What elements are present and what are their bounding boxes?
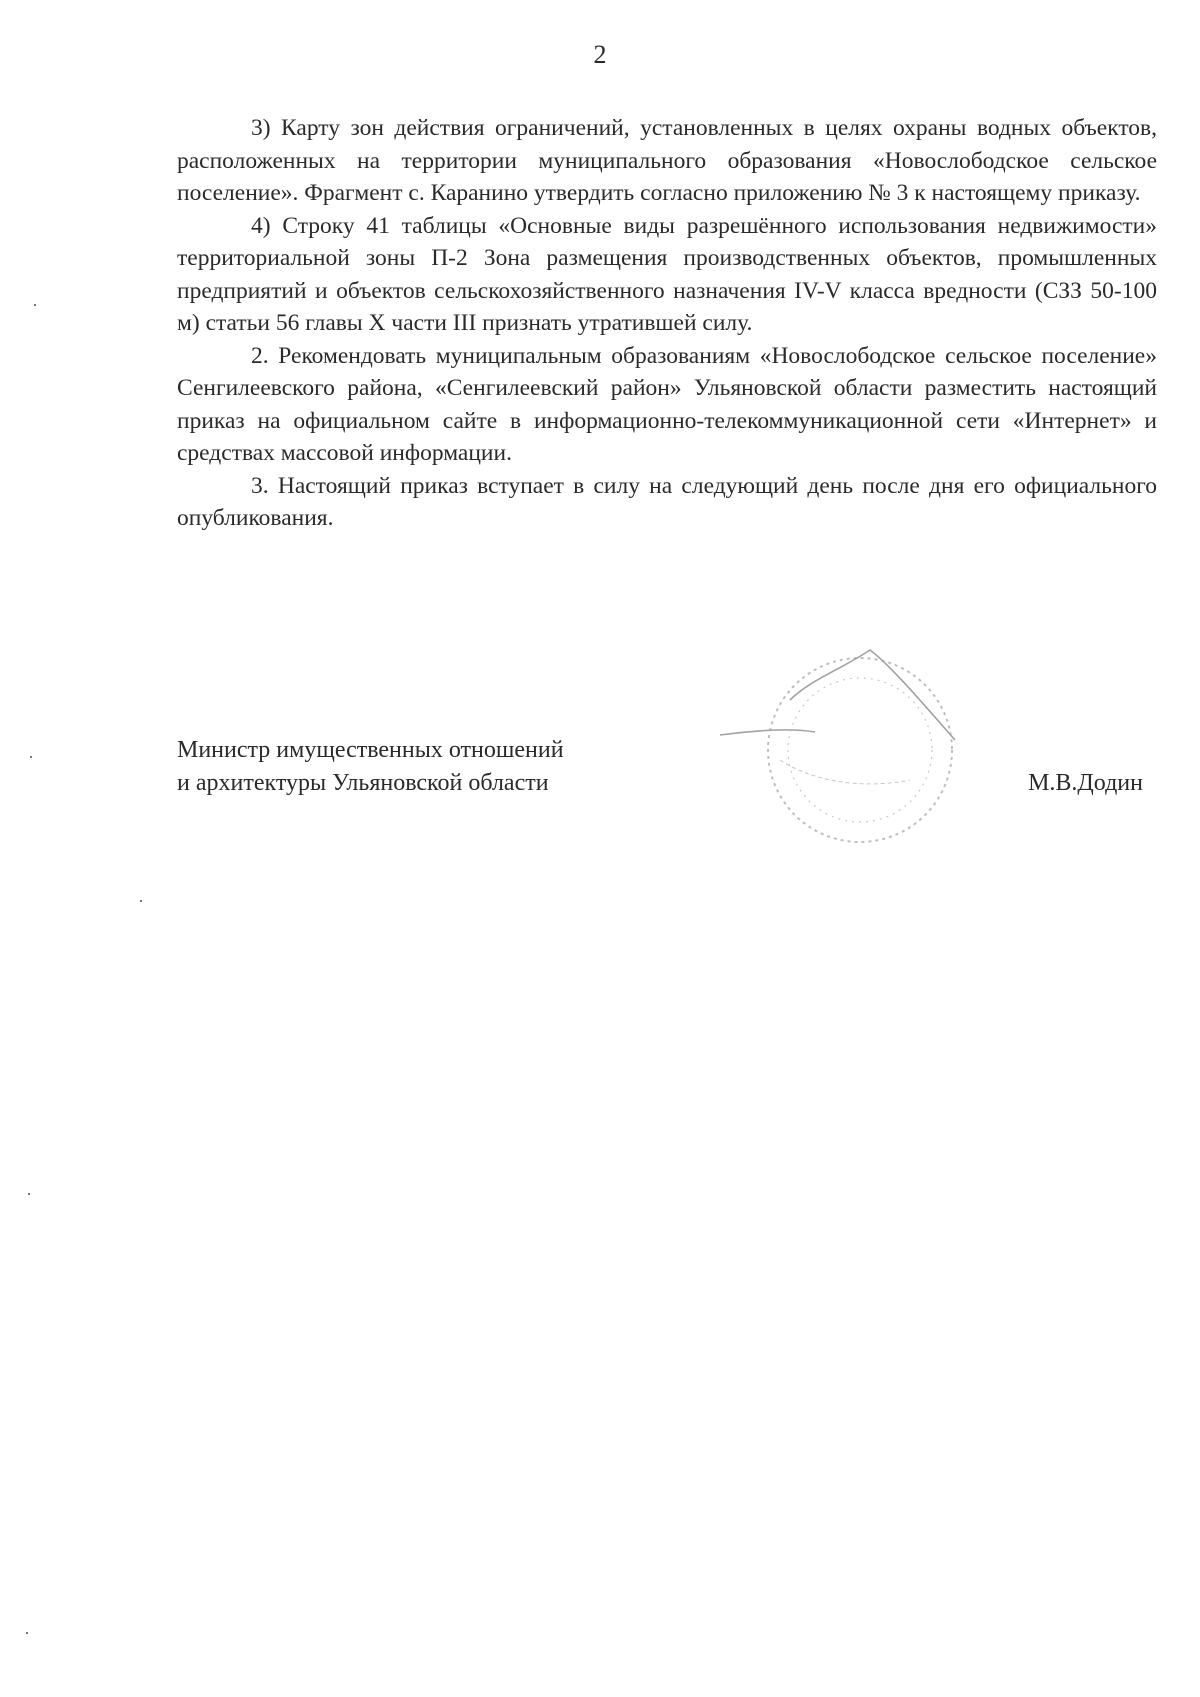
scan-artifact xyxy=(30,756,32,758)
official-seal-stamp xyxy=(720,640,980,860)
paragraph-point-2: 2. Рекомендовать муниципальным образованиям «Новослободское сельское поселение» Сенгилеевского района, «Сенгилеевский район» Ульяновской области разместить настоящий приказ на официальном сайте в информационно-телекоммуникационной сети «Интернет» и средствах массовой информации. xyxy=(177,342,1157,466)
page-number: 2 xyxy=(593,40,607,69)
document-body xyxy=(177,112,1157,535)
scan-artifact xyxy=(140,900,142,902)
signatory-title-line2: и архитектуры Ульяновской области xyxy=(177,769,549,796)
paragraph-item-3: 3) Карту зон действия ограничений, установленных в целях охраны водных объектов, расположенных на территории муниципального образования «Новослободское сельское поселение». Фрагмент с. Каранино утвердить согласно приложению № 3 к настоящему приказу. xyxy=(177,115,1157,206)
paragraph-item-4: 4) Строку 41 таблицы «Основные виды разрешённого использования недвижимости» территориальной зоны П-2 Зона размещения производственных объектов, промышленных предприятий и объектов сельскохозяйственного назначения IV-V класса вредности (СЗЗ 50-100 м) статьи 56 главы X части III признать утратившей силу. xyxy=(177,212,1157,336)
handwritten-signature xyxy=(720,650,955,740)
scan-artifact xyxy=(34,304,36,306)
scan-artifact xyxy=(28,1193,30,1195)
signatory-title-line1: Министр имущественных отношений xyxy=(177,737,564,763)
signatory-title xyxy=(177,734,564,799)
paragraph-point-3: 3. Настоящий приказ вступает в силу на следующий день после дня его официального опубликования. xyxy=(177,472,1157,531)
scan-artifact xyxy=(26,1632,28,1634)
signatory-name: М.В.Додин xyxy=(1028,770,1143,796)
